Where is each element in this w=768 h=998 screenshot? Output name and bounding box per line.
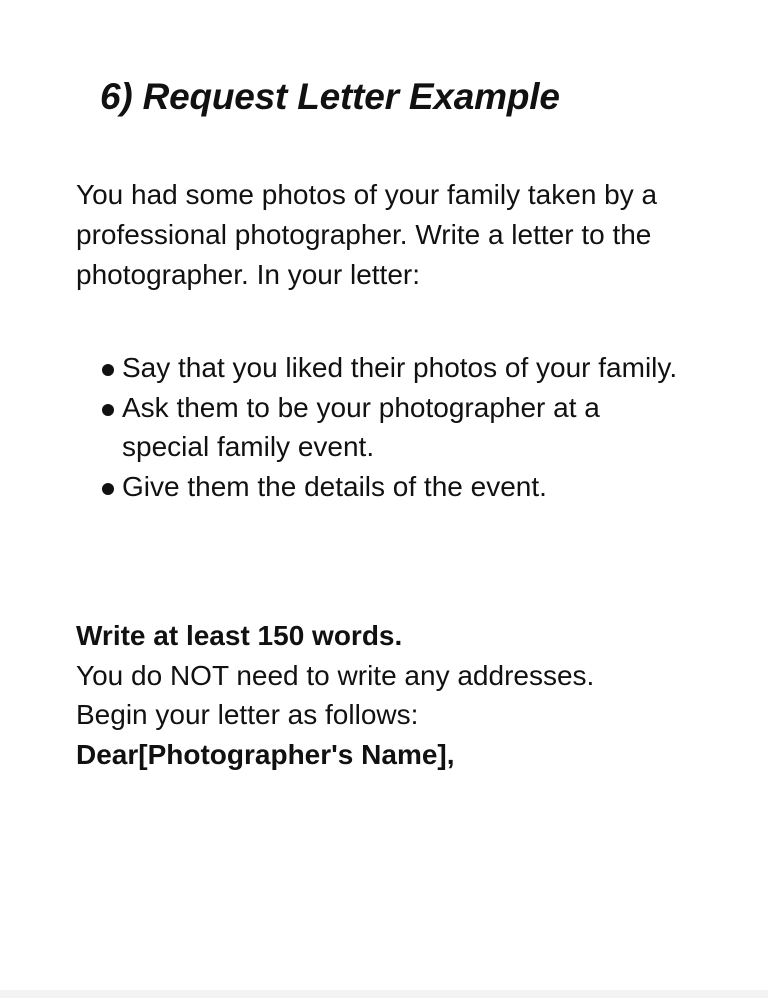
begin-instruction: Begin your letter as follows: (76, 699, 419, 730)
address-instruction: You do NOT need to write any addresses. (76, 659, 595, 691)
writing-instructions (76, 616, 696, 774)
page-bottom-edge (0, 990, 768, 998)
page-title: 6) Request Letter Example (100, 76, 560, 117)
task-list (100, 348, 680, 506)
task-list-item: Say that you liked their photos of your family. (100, 348, 680, 388)
task-list-item: Give them the details of the event. (100, 467, 680, 507)
salutation: Dear[Photographer's Name], (76, 738, 455, 770)
word-count-instruction: Write at least 150 words. (76, 620, 403, 651)
task-list-item: Ask them to be your photographer at a special family event. (100, 388, 680, 467)
task-introduction: You had some photos of your family taken by a professional photographer. Write a letter to the photographer. In your letter: (76, 179, 658, 290)
